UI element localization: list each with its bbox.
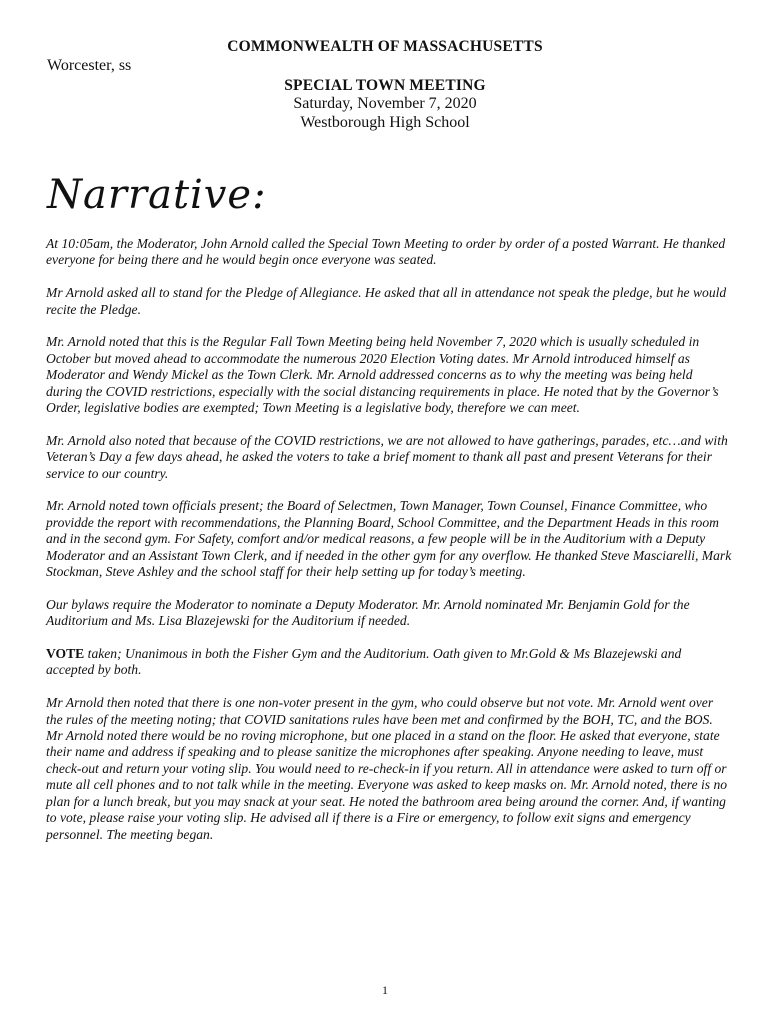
meeting-title: SPECIAL TOWN MEETING bbox=[284, 77, 486, 94]
vote-label: VOTE bbox=[46, 646, 85, 662]
paragraph-vote bbox=[46, 646, 732, 679]
county-line: Worcester, ss bbox=[47, 57, 132, 74]
vote-text: taken; Unanimous in both the Fisher Gym and the Auditorium. Oath given to Mr.Gold & Ms Blazejewski and accepted by both. bbox=[46, 646, 682, 678]
narrative-body bbox=[46, 236, 732, 859]
paragraph-veterans: Mr. Arnold also noted that because of the COVID restrictions, we are not allowed to have gatherings, parades, etc…and with Veteran’s Day a few days ahead, he asked the voters to take a brief moment to thank all past and present Veterans for their service to our country. bbox=[46, 432, 728, 481]
paragraph-deputy-moderator: Our bylaws require the Moderator to nominate a Deputy Moderator. Mr. Arnold nominated Mr. Benjamin Gold for the Auditorium and Ms. Lisa Blazejewski for the Auditorium if needed. bbox=[46, 596, 690, 629]
paragraph-regular-meeting: Mr. Arnold noted that this is the Regular Fall Town Meeting being held November 7, 2020 which is usually scheduled in October but moved ahead to accommodate the numerous 2020 Election Voting dates. Mr Arnold introduced himself as Moderator and Wendy Mickel as the Town Clerk. Mr. Arnold addressed concerns as to why the meeting was being held during the COVID restrictions, especially with the social distancing requirements in place. He noted that by the Governor’s Order, legislative bodies are exempted; Town Meeting is a legislative body, therefore we can meet. bbox=[46, 334, 719, 416]
commonwealth-heading: COMMONWEALTH OF MASSACHUSETTS bbox=[227, 38, 543, 55]
paragraph-pledge: Mr Arnold asked all to stand for the Pledge of Allegiance. He asked that all in attendance not speak the pledge, but he would recite the Pledge. bbox=[46, 285, 727, 317]
page-number: 1 bbox=[382, 983, 388, 997]
paragraph-call-to-order: At 10:05am, the Moderator, John Arnold called the Special Town Meeting to order by order of a posted Warrant. He thanked everyone for being there and he would begin once everyone was seated. bbox=[46, 236, 726, 268]
narrative-title: Narrative: bbox=[47, 172, 267, 218]
meeting-location: Westborough High School bbox=[300, 114, 470, 131]
paragraph-officials: Mr. Arnold noted town officials present; the Board of Selectmen, Town Manager, Town Counsel, Finance Committee, who providde the report with recommendations, the Planning Board, School Committee, and the Department Heads in this room and in the second gym. For Safety, comfort and/or medical reasons, a few people will be in the Auditorium with a Deputy Moderator and an Assistant Town Clerk, and if needed in the other gym for any overflow. He thanked Steve Masciarelli, Mark Stockman, Steve Ashley and the school staff for their help setting up for today’s meeting. bbox=[46, 498, 732, 580]
paragraph-rules: Mr Arnold then noted that there is one non-voter present in the gym, who could observe but not vote. Mr. Arnold went over the rules of the meeting noting; that COVID sanitations rules have been met and confirmed by the BOH, TC, and the BOS. Mr Arnold noted there would be no roving microphone, but one placed in a stand on the floor. He asked that everyone, state their name and address if speaking and to please sanitize the microphones after speaking. Anyone needing to leave, must check-out and return your voting slip. You would need to re-check-in if you return. All in attendance were asked to turn off or mute all cell phones and to not talk while in the meeting. Everyone was asked to keep masks on. Mr. Arnold noted, there is no plan for a lunch break, but you may snack at your seat. He noted the bathroom area being around the corner. And, if wanting to vote, please raise your voting slip. He advised all if there is a Fire or emergency, to follow exit signs and emergency personnel. The meeting began. bbox=[46, 695, 728, 842]
meeting-date: Saturday, November 7, 2020 bbox=[293, 95, 477, 112]
